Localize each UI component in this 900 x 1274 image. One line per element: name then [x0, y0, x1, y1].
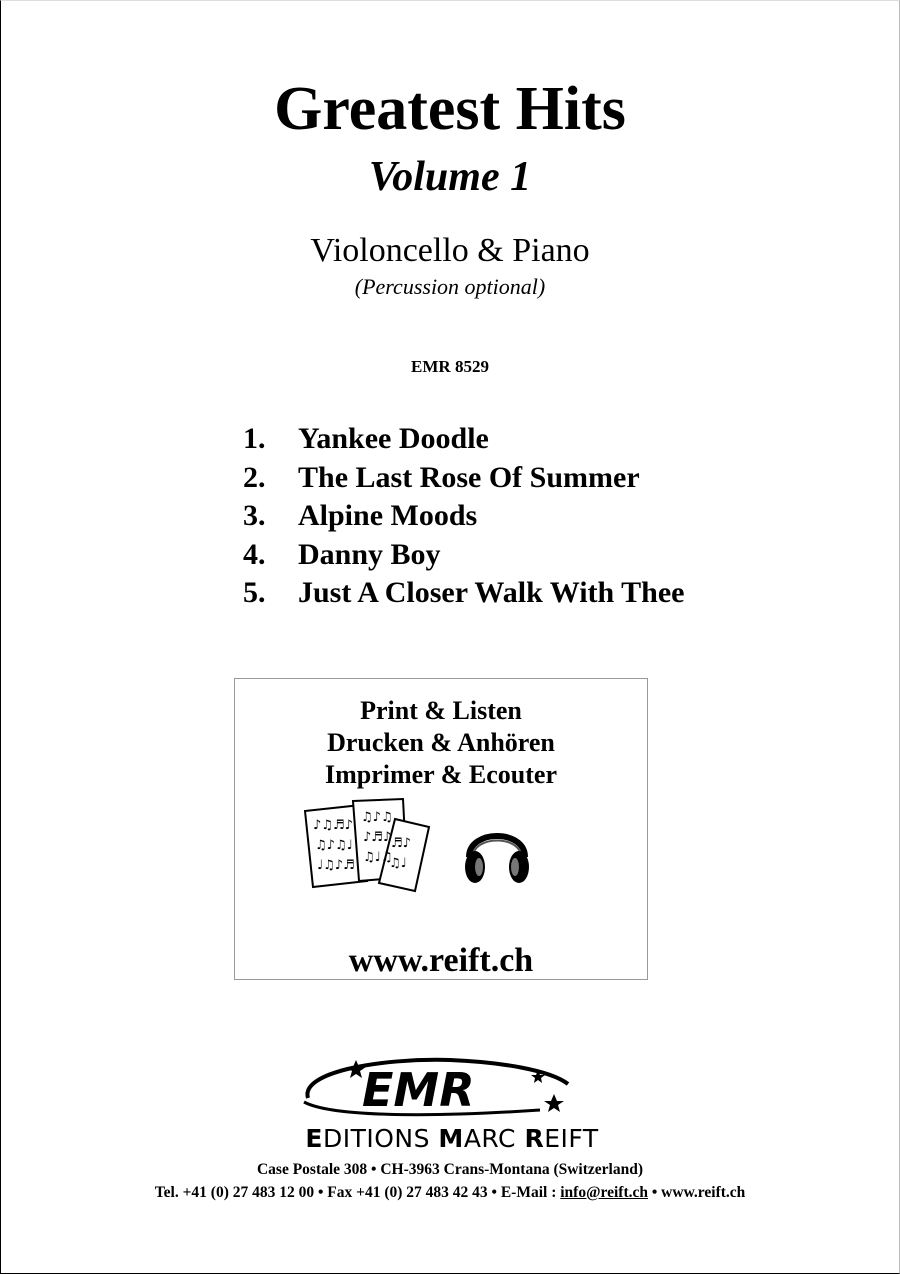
emr-emblem-text: EMR [362, 1063, 475, 1117]
headphones-icon [459, 817, 535, 887]
print-listen-box [234, 678, 648, 980]
page-title: Greatest Hits [274, 75, 626, 143]
volume-subtitle: Volume 1 [368, 154, 532, 200]
track-item [243, 420, 685, 459]
publisher-name: EDITIONS MARC REIFT [305, 1124, 599, 1153]
promo-line-german: Drucken & Anhören [327, 728, 555, 757]
website-link[interactable]: www.reift.ch [348, 942, 534, 979]
track-title: Alpine Moods [298, 499, 478, 532]
track-title: Just A Closer Walk With Thee [298, 576, 685, 609]
svg-text:♫♩: ♫♩ [389, 856, 407, 871]
track-number: 5. [243, 576, 266, 609]
percussion-note: (Percussion optional) [354, 274, 546, 299]
emr-logo [300, 1054, 600, 1120]
track-item [243, 497, 685, 536]
track-number: 3. [243, 499, 266, 532]
svg-text:♫♩♫: ♫♩♫ [363, 850, 393, 865]
svg-text:♫♪♫♩: ♫♪♫♩ [315, 838, 353, 853]
track-title: Yankee Doodle [298, 422, 489, 455]
svg-text:♪♬♪: ♪♬♪ [363, 830, 392, 845]
instrumentation: Violoncello & Piano [310, 232, 590, 269]
track-number: 1. [243, 422, 266, 455]
publisher-address: Case Postale 308 • CH-3963 Crans-Montana (Switzerland) [256, 1161, 643, 1178]
promo-line-french: Imprimer & Ecouter [324, 760, 557, 789]
svg-text:♩♫♪♬: ♩♫♪♬ [317, 858, 355, 873]
track-number: 4. [243, 537, 266, 571]
track-title: Danny Boy [298, 537, 441, 571]
svg-text:♬♪: ♬♪ [391, 836, 411, 851]
track-title: The Last Rose Of Summer [298, 460, 640, 494]
sheet-music-icon [303, 797, 439, 893]
promo-line-english: Print & Listen [360, 696, 522, 725]
track-item [243, 574, 685, 613]
catalog-code: EMR 8529 [411, 357, 489, 376]
svg-text:♫♪♫: ♫♪♫ [361, 810, 393, 825]
svg-text:♪♫♬♪: ♪♫♬♪ [313, 818, 353, 833]
email-link[interactable]: info@reift.ch [560, 1184, 648, 1201]
publisher-contact: Tel. +41 (0) 27 483 12 00 • Fax +41 (0) 27 483 42 43 • E-Mail : info@reift.ch • www.reift.ch [154, 1184, 746, 1201]
track-list [243, 420, 685, 613]
track-number: 2. [243, 460, 266, 494]
track-item [243, 536, 685, 575]
track-item [243, 459, 685, 498]
